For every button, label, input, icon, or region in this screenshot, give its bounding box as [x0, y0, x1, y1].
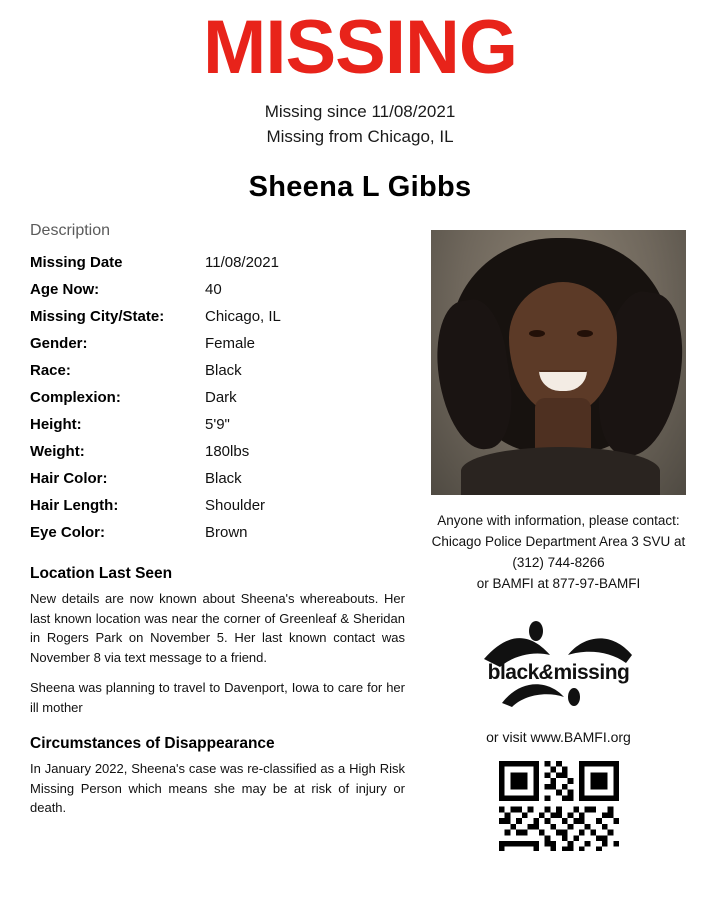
table-row: [30, 439, 405, 466]
detail-value: Shoulder: [205, 497, 266, 515]
poster-columns: [0, 222, 720, 851]
table-row: [30, 412, 405, 439]
table-row: [30, 493, 405, 520]
logo-ampersand: &: [538, 660, 554, 684]
circumstances-paragraph: In January 2022, Sheena's case was re-classified as a High Risk Missing Person which means she may be at risk of injury or death.: [30, 761, 405, 816]
page-title: MISSING: [203, 5, 517, 90]
missing-subtitle: [0, 100, 720, 149]
detail-label: Eye Color:: [30, 524, 106, 542]
detail-label: Height:: [30, 416, 82, 434]
location-last-seen-paragraph-2: Sheena was planning to travel to Davenport, Iowa to care for her ill mother: [30, 680, 405, 715]
table-row: [30, 385, 405, 412]
table-row: [30, 277, 405, 304]
table-row: [30, 331, 405, 358]
detail-value: Dark: [205, 389, 237, 407]
black-and-missing-logo: [464, 615, 654, 711]
missing-person-poster: [0, 5, 720, 909]
victim-photo: [431, 230, 686, 495]
detail-value: 5'9": [205, 416, 230, 434]
table-row: [30, 466, 405, 493]
missing-from-text: Missing from Chicago, IL: [266, 126, 454, 146]
table-row: [30, 250, 405, 277]
detail-label: Hair Length:: [30, 497, 119, 515]
table-row: [30, 520, 405, 547]
qr-code-icon: [499, 761, 619, 851]
contact-line-1: Anyone with information, please contact:: [437, 513, 680, 529]
detail-label: Missing Date: [30, 254, 123, 272]
detail-value: Chicago, IL: [205, 308, 281, 326]
location-last-seen-paragraph-1: New details are now known about Sheena's whereabouts. Her last known location was near the corner of Greenleaf & Sheridan in Rogers Park on November 5. Her last known contact was November 8 via text message to a friend.: [30, 591, 405, 665]
circumstances-heading: Circumstances of Disappearance: [30, 735, 275, 753]
detail-value: 11/08/2021: [205, 254, 279, 272]
detail-label: Complexion:: [30, 389, 121, 407]
detail-label: Race:: [30, 362, 71, 380]
detail-label: Weight:: [30, 443, 85, 461]
contact-information: [423, 511, 694, 595]
description-table: [30, 250, 405, 547]
website-text: or visit www.BAMFI.org: [486, 728, 631, 745]
detail-value: Female: [205, 335, 256, 353]
detail-value: Black: [205, 470, 242, 488]
detail-label: Hair Color:: [30, 470, 108, 488]
logo-word-missing: missing: [553, 660, 630, 684]
contact-bamfi: or BAMFI at 877-97-BAMFI: [476, 576, 641, 592]
right-column: [405, 222, 694, 851]
description-heading: Description: [30, 222, 111, 240]
contact-line-2: Chicago Police Department Area 3 SVU at: [431, 534, 686, 550]
left-column: [30, 222, 405, 851]
detail-value: 40: [205, 281, 222, 299]
qr-code-wrap: [423, 761, 694, 851]
photo-shoulders: [461, 447, 660, 495]
contact-phone: (312) 744-8266: [512, 555, 605, 571]
detail-label: Age Now:: [30, 281, 100, 299]
detail-value: 180lbs: [205, 443, 250, 461]
victim-name: Sheena L Gibbs: [248, 171, 472, 204]
table-row: [30, 358, 405, 385]
organization-logo-wrap: [423, 615, 694, 711]
qr-code: [499, 761, 619, 851]
detail-value: Brown: [205, 524, 248, 542]
table-row: [30, 304, 405, 331]
detail-label: Missing City/State:: [30, 308, 165, 326]
logo-word-black: black: [487, 660, 539, 684]
detail-label: Gender:: [30, 335, 88, 353]
missing-since-text: Missing since 11/08/2021: [264, 102, 456, 121]
detail-value: Black: [205, 362, 242, 380]
location-last-seen-heading: Location Last Seen: [30, 565, 173, 583]
logo-wordmark: [464, 661, 654, 685]
